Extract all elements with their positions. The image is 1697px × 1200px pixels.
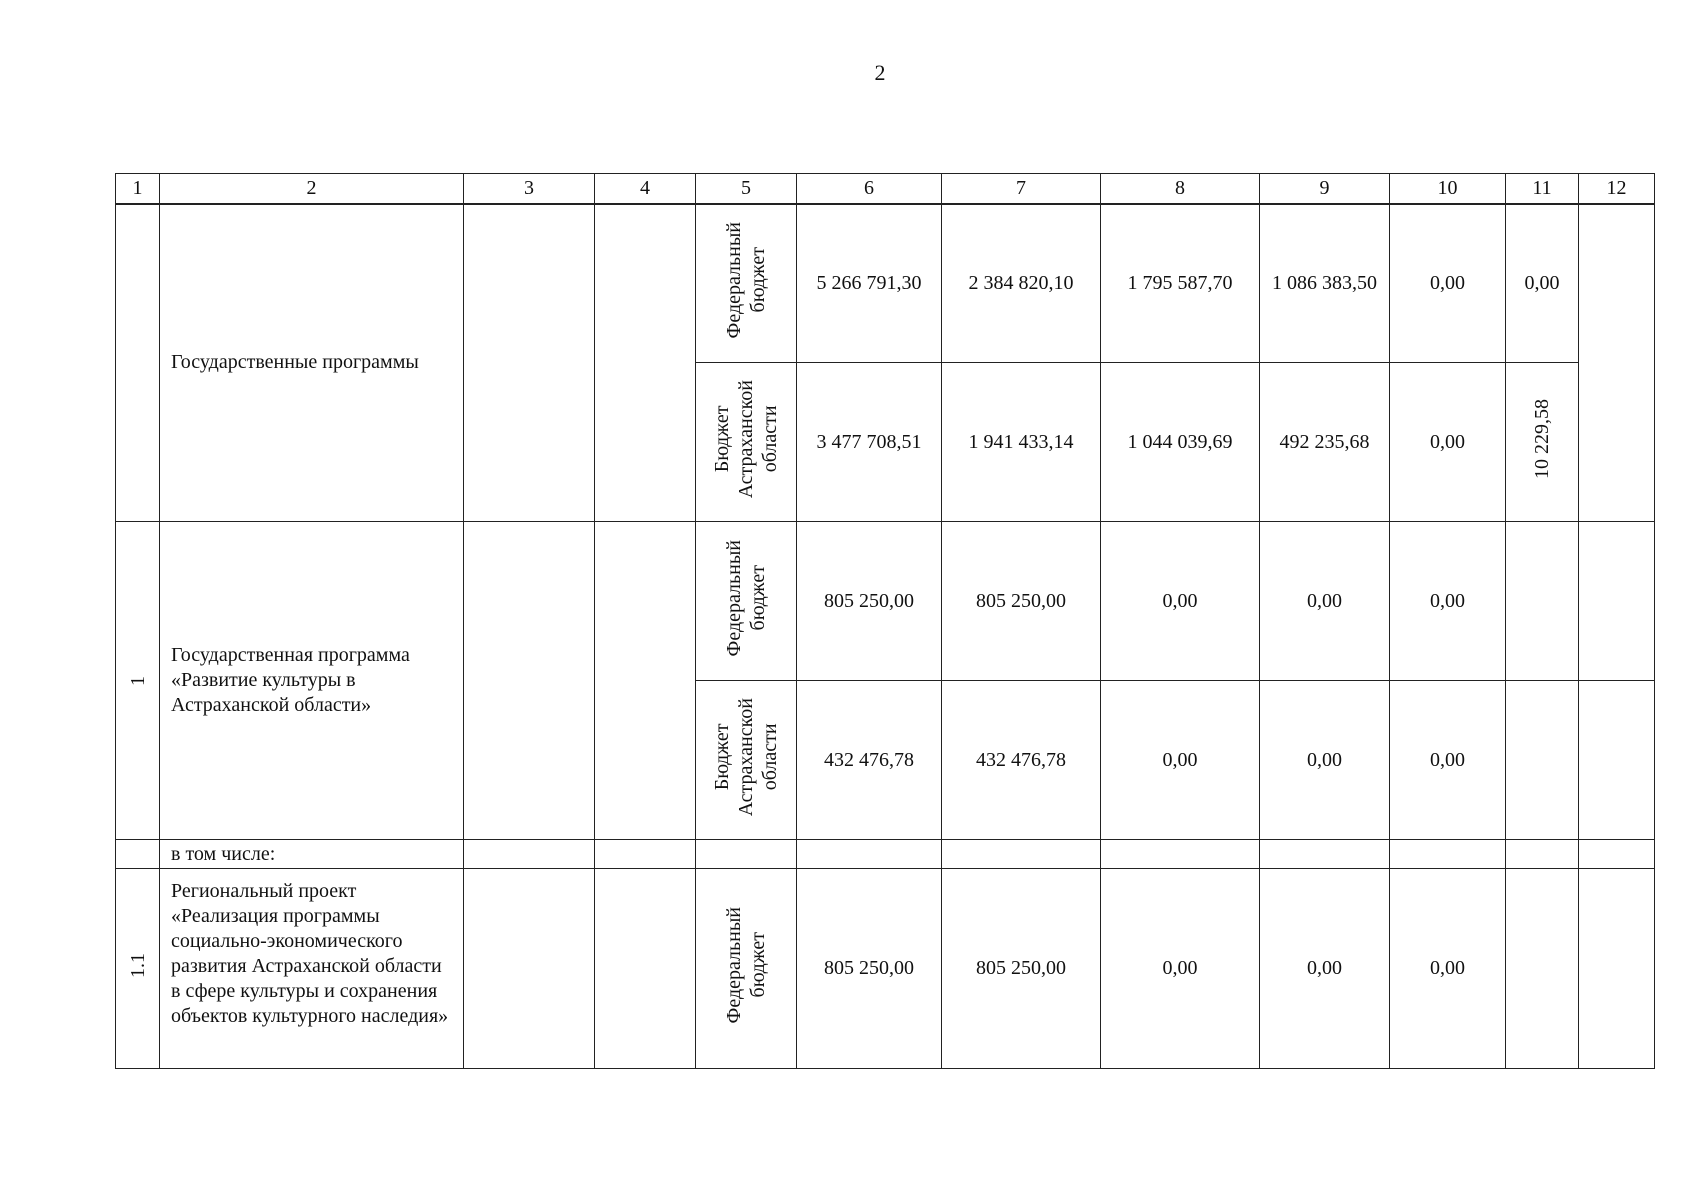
table-row [116,204,1655,363]
empty-cell [1506,522,1579,681]
empty-cell [797,840,942,869]
budget-table [115,173,1655,1069]
empty-cell [1506,681,1579,840]
value-cell: 0,00 [1260,522,1390,681]
empty-cell [942,840,1101,869]
table-row [116,522,1655,681]
value-cell: 0,00 [1390,681,1506,840]
empty-cell [464,204,595,522]
table-row [116,840,1655,869]
page-number: 2 [874,60,886,85]
row-number-cell [116,869,160,1069]
value-cell: 1 941 433,14 [942,363,1101,522]
program-name: Государственные программы [160,204,464,522]
value-vertical: 10 229,58 [1531,399,1553,479]
empty-cell [1101,840,1260,869]
value-cell: 0,00 [1101,522,1260,681]
funding-source [696,204,797,363]
empty-cell [696,840,797,869]
value-cell: 432 476,78 [797,681,942,840]
table-row [116,869,1655,1069]
header-row [116,174,1655,204]
header-cell: 10 [1390,174,1506,204]
value-cell: 5 266 791,30 [797,204,942,363]
empty-cell [595,869,696,1069]
value-cell: 3 477 708,51 [797,363,942,522]
value-cell: 0,00 [1260,681,1390,840]
header-cell: 1 [116,174,160,204]
header-cell: 6 [797,174,942,204]
funding-source [696,522,797,681]
value-cell: 0,00 [1506,204,1579,363]
header-cell: 8 [1101,174,1260,204]
empty-cell [595,840,696,869]
empty-cell [1579,681,1655,840]
row-number: 1.1 [126,953,149,978]
header-cell: 11 [1506,174,1579,204]
empty-cell [1579,869,1655,1069]
funding-source [696,869,797,1069]
row-number-cell [116,522,160,840]
value-cell: 0,00 [1390,869,1506,1069]
empty-cell [464,522,595,840]
funding-source-label: Федеральный бюджет [723,222,769,339]
row-number [116,204,160,522]
row-number: 1 [126,676,149,686]
header-cell: 3 [464,174,595,204]
value-cell: 805 250,00 [942,869,1101,1069]
value-cell: 0,00 [1260,869,1390,1069]
empty-cell [1579,522,1655,681]
value-cell: 805 250,00 [797,869,942,1069]
header-cell: 5 [696,174,797,204]
value-cell: 1 044 039,69 [1101,363,1260,522]
empty-cell [595,522,696,840]
empty-cell [1260,840,1390,869]
value-cell: 1 086 383,50 [1260,204,1390,363]
value-cell: 0,00 [1101,869,1260,1069]
empty-cell [116,840,160,869]
value-cell: 0,00 [1390,522,1506,681]
value-cell-vertical [1506,363,1579,522]
header-cell: 2 [160,174,464,204]
value-cell: 0,00 [1101,681,1260,840]
funding-source-label: Федеральный бюджет [723,539,769,657]
empty-cell [1579,204,1655,522]
funding-source [696,363,797,522]
header-cell: 4 [595,174,696,204]
empty-cell [1579,840,1655,869]
empty-cell [1390,840,1506,869]
header-cell: 12 [1579,174,1655,204]
empty-cell [464,840,595,869]
value-cell: 805 250,00 [797,522,942,681]
value-cell: 805 250,00 [942,522,1101,681]
funding-source [696,681,797,840]
value-cell: 0,00 [1390,363,1506,522]
value-cell: 492 235,68 [1260,363,1390,522]
value-cell: 2 384 820,10 [942,204,1101,363]
funding-source-label: Бюджет Астраханской области [711,697,781,817]
empty-cell [464,869,595,1069]
header-cell: 9 [1260,174,1390,204]
empty-cell [595,204,696,522]
funding-source-label: Федеральный бюджет [723,907,769,1024]
value-cell: 432 476,78 [942,681,1101,840]
value-cell: 1 795 587,70 [1101,204,1260,363]
program-name: Государственная программа «Развитие культуры в Астраханской области» [160,522,464,840]
funding-source-label: Бюджет Астраханской области [711,379,781,499]
value-cell: 0,00 [1390,204,1506,363]
empty-cell [1506,869,1579,1069]
header-cell: 7 [942,174,1101,204]
including-label: в том числе: [160,840,464,869]
empty-cell [1506,840,1579,869]
project-name: Региональный проект «Реализация программы социально-экономического развития Астраханской области в сфере культуры и сохранения объектов культурного наследия» [160,869,464,1069]
